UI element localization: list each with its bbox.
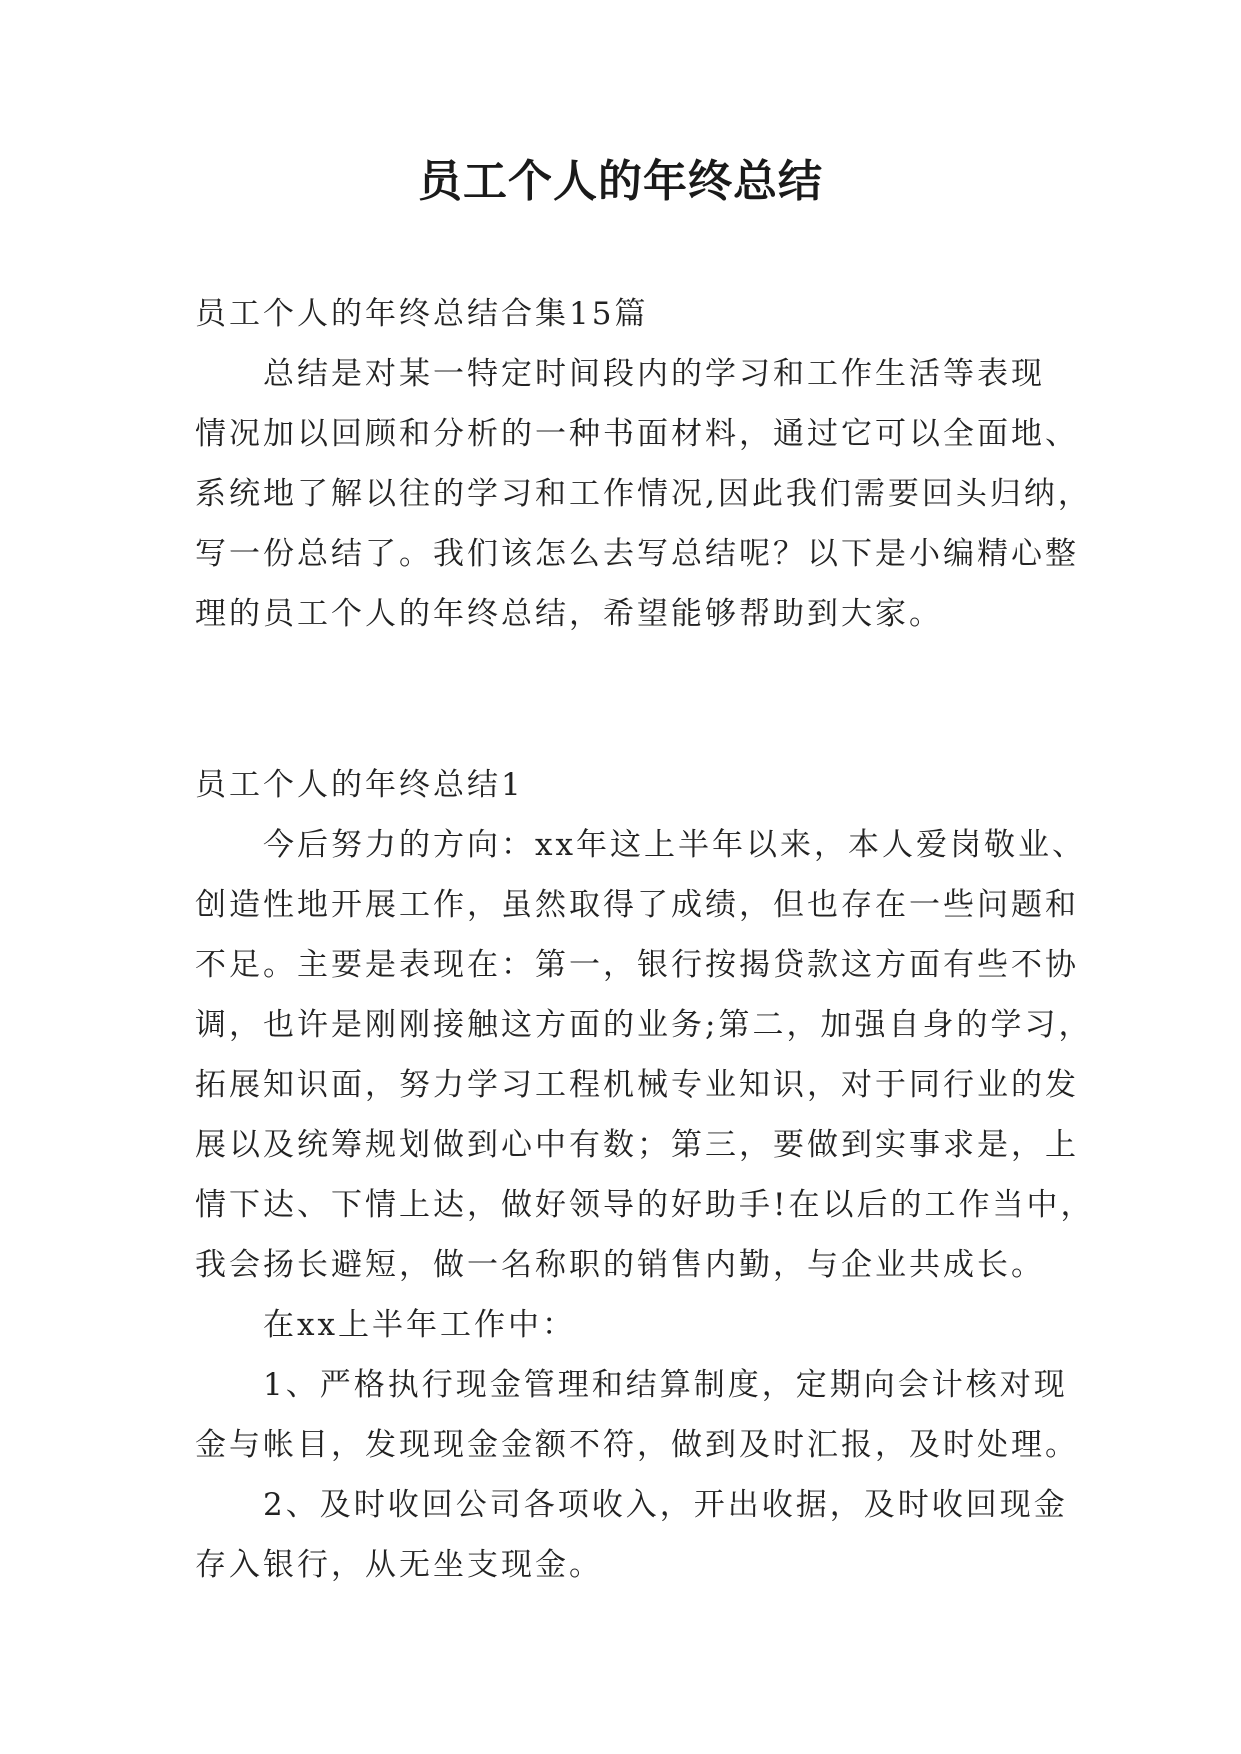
list-item-2 [195,1475,1068,1595]
list-item-1 [195,1355,1079,1475]
paragraph-line: 金与帐目，发现现金金额不符，做到及时汇报，及时处理。 [195,1427,1079,1463]
section-1-heading: 员工个人的年终总结1 [195,767,524,803]
section-1 [195,755,1095,1595]
section-1-paragraph-2: 在xx上半年工作中： [263,1307,576,1343]
paragraph-line: 情况加以回顾和分析的一种书面材料，通过它可以全面地、 [195,416,1079,452]
paragraph-line: 情下达、下情上达，做好领导的好助手!在以后的工作当中， [195,1187,1095,1223]
paragraph-line: 1、严格执行现金管理和结算制度，定期向会计核对现 [263,1367,1068,1403]
paragraph-line: 写一份总结了。我们该怎么去写总结呢？以下是小编精心整 [195,536,1079,572]
paragraph-line: 拓展知识面，努力学习工程机械专业知识，对于同行业的发 [195,1067,1079,1103]
paragraph-line: 理的员工个人的年终总结，希望能够帮助到大家。 [195,596,943,632]
paragraph-line: 不足。主要是表现在：第一，银行按揭贷款这方面有些不协 [195,947,1079,983]
paragraph-line: 2、及时收回公司各项收入，开出收据，及时收回现金 [263,1487,1068,1523]
intro-section [195,284,1092,644]
paragraph-line: 创造性地开展工作，虽然取得了成绩，但也存在一些问题和 [195,887,1079,923]
document-title: 员工个人的年终总结 [418,156,823,207]
paragraph-line: 存入银行，从无坐支现金。 [195,1547,603,1583]
intro-subtitle: 员工个人的年终总结合集15篇 [195,296,649,332]
paragraph-line: 调，也许是刚刚接触这方面的业务;第二，加强自身的学习， [195,1007,1093,1043]
section-1-paragraph-1 [195,815,1095,1295]
intro-paragraph [195,344,1092,644]
paragraph-line: 展以及统筹规划做到心中有数；第三，要做到实事求是，上 [195,1127,1079,1163]
paragraph-line: 今后努力的方向：xx年这上半年以来，本人爱岗敬业、 [263,827,1086,863]
paragraph-line: 总结是对某一特定时间段内的学习和工作生活等表现 [263,356,1045,392]
paragraph-line: 我会扬长避短，做一名称职的销售内勤，与企业共成长。 [195,1247,1045,1283]
paragraph-line: 系统地了解以往的学习和工作情况,因此我们需要回头归纳， [195,476,1092,512]
